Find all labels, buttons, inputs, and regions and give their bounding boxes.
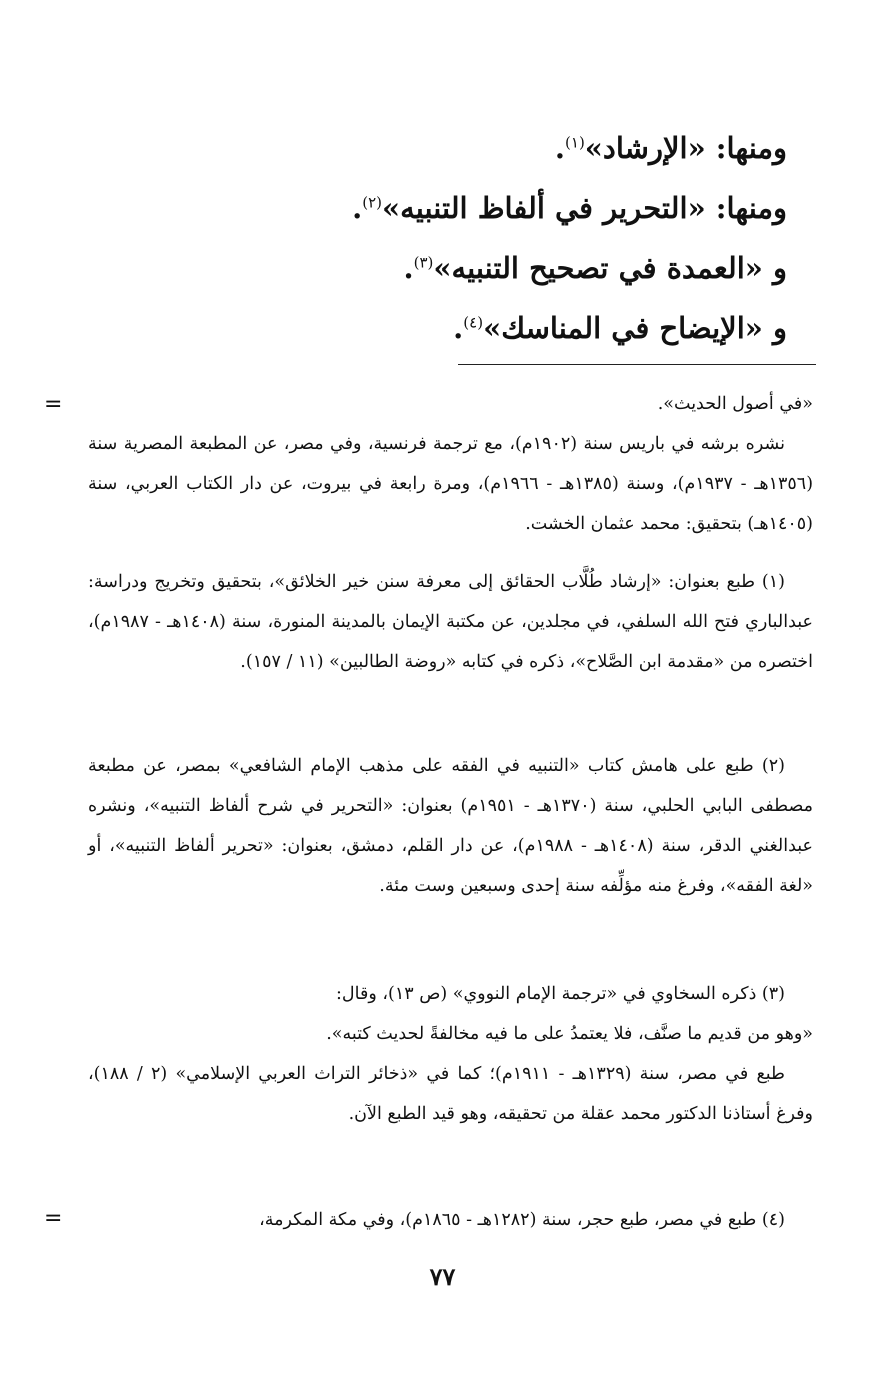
footnote-4: (٤) طبع في مصر، طبع حجر، سنة (١٢٨٢هـ - ١٨٦٥م)، وفي مكة المكرمة،	[259, 1210, 785, 1230]
footnote-carryover-line: «في أصول الحديث».	[657, 394, 813, 414]
footnote-3-quote: «وهو من قديم ما صنَّف، فلا يعتمدُ على ما فيه مخالفةً لحديث كتبه».	[326, 1024, 813, 1044]
footnote-3	[88, 974, 813, 1134]
footnote-ref-2: (٢)	[362, 193, 383, 212]
main-line-1: ومنها: «الإرشاد»$^{(١)}$.	[554, 131, 787, 165]
footnote-ref-4: (٤)	[463, 313, 484, 332]
footnote-1: (١) طبع بعنوان: «إرشاد طُلَّاب الحقائق إلى معرفة سنن خير الخلائق»، بتحقيق وتخريج ودراسة: عبدالباري فتح الله السلفي، في مجلدين، عن مكتبة الإيمان بالمدينة المنورة، سنة (١٤٠٨هـ - ١٩٨٧م)، اختصره من «مقدمة ابن الصَّلاح»، ذكره في كتابه «روضة الطالبين» (١١ / ١٥٧).	[88, 572, 813, 672]
footnote-carryover-text: نشره برشه في باريس سنة (١٩٠٢م)، مع ترجمة فرنسية، وفي مصر، عن المطبعة المصرية سنة (١٣٥٦هـ - ١٩٣٧م)، وسنة (١٣٨٥هـ - ١٩٦٦م)، ومرة رابعة في بيروت، عن دار الكتاب العربي، سنة (١٤٠٥هـ) بتحقيق: محمد عثمان الخشت.	[88, 434, 814, 534]
footnote-3-text: طبع في مصر، سنة (١٣٢٩هـ - ١٩١١م)؛ كما في «ذخائر التراث العربي الإسلامي» (٢ / ١٨٨)، وفرغ أستاذنا الدكتور محمد عقلة من تحقيقه، وهو قيد الطبع الآن.	[88, 1064, 813, 1124]
continuation-mark-bottom: =	[44, 1206, 63, 1231]
main-line-4: و «الإيضاح في المناسك»$^{(٤)}$.	[453, 311, 787, 345]
main-line-3: و «العمدة في تصحيح التنبيه»$^{(٣)}$.	[403, 251, 787, 285]
page-number: ٧٧	[429, 1262, 456, 1291]
footnote-3-intro: (٣) ذكره السخاوي في «ترجمة الإمام النووي» (ص ١٣)، وقال:	[336, 984, 785, 1004]
main-line-2: ومنها: «التحرير في ألفاظ التنبيه»$^{(٢)}$.	[352, 191, 787, 225]
footnote-carryover	[88, 384, 813, 544]
footnote-ref-3: (٣)	[413, 253, 434, 272]
footnote-2: (٢) طبع على هامش كتاب «التنبيه في الفقه على مذهب الإمام الشافعي» بمصر، عن مطبعة مصطفى البابي الحلبي، سنة (١٣٧٠هـ - ١٩٥١م) بعنوان: «التحرير في شرح ألفاظ التنبيه»، ونشره عبدالغني الدقر، سنة (١٤٠٨هـ - ١٩٨٨م)، عن دار القلم، دمشق، بعنوان: «تحرير ألفاظ التنبيه»، أو «لغة الفقه»، وفرغ منه مؤلِّفه سنة إحدى وسبعين وست مئة.	[88, 756, 813, 896]
footnote-separator	[458, 364, 816, 365]
footnote-ref-1: (١)	[565, 133, 585, 152]
continuation-mark-top: =	[44, 392, 63, 417]
